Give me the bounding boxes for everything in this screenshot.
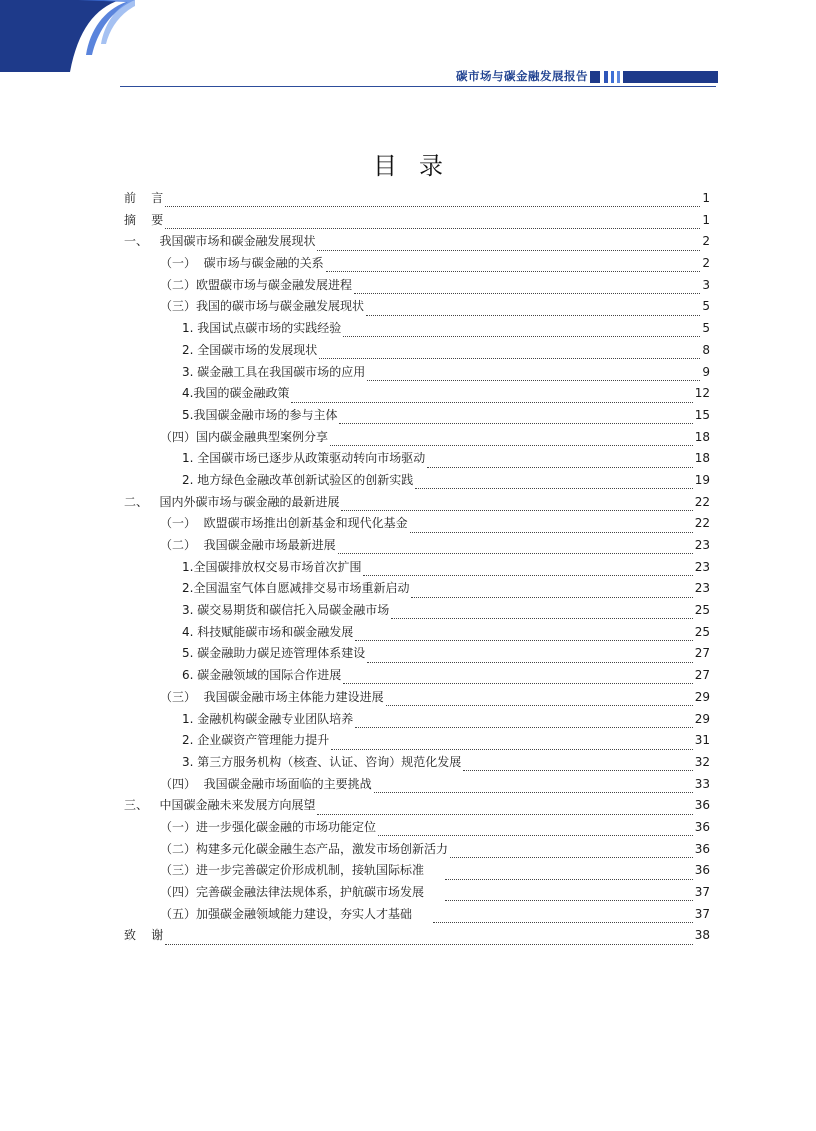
toc-entry[interactable] — [124, 405, 710, 427]
toc-entry-label: （四）完善碳金融法律法规体系，护航碳市场发展 — [160, 885, 444, 899]
toc-dot-leader — [165, 216, 700, 229]
toc-entry-page: 19 — [694, 472, 710, 487]
toc-entry-page: 36 — [694, 819, 710, 834]
toc-entry[interactable] — [124, 231, 710, 253]
toc-entry-label: （三）我国的碳市场与碳金融发展现状 — [160, 299, 365, 314]
toc-entry[interactable] — [124, 839, 710, 861]
toc-entry-page: 23 — [694, 538, 710, 552]
toc-entry[interactable] — [124, 427, 710, 449]
toc-entry[interactable] — [124, 817, 710, 839]
toc-dot-leader — [326, 259, 701, 272]
toc-entry[interactable] — [124, 904, 710, 926]
toc-entry-label: （一） 欧盟碳市场推出创新基金和现代化基金 — [160, 516, 408, 531]
toc-entry-label: 3. 第三方服务机构（核查、认证、咨询）规范化发展 — [182, 754, 462, 769]
toc-entry-label: 2. 全国碳市场的发展现状 — [182, 342, 318, 357]
toc-entry[interactable] — [124, 709, 710, 731]
header-stripe-decoration — [590, 71, 718, 83]
toc-dot-leader — [341, 498, 692, 511]
toc-entry[interactable] — [124, 448, 710, 470]
toc-dot-leader — [338, 541, 693, 554]
page-title: 目录 — [373, 152, 465, 180]
toc-entry-page: 32 — [694, 754, 710, 769]
toc-entry[interactable] — [124, 774, 710, 796]
toc-entry[interactable] — [124, 882, 710, 904]
toc-entry[interactable] — [124, 600, 710, 622]
toc-entry-label: 二、 国内外碳市场与碳金融的最新进展 — [124, 494, 340, 509]
header-divider — [120, 86, 716, 87]
toc-dot-leader — [343, 671, 692, 684]
toc-entry-label: 三、 中国碳金融未来发展方向展望 — [124, 798, 316, 813]
toc-entry[interactable] — [124, 925, 710, 947]
toc-entry[interactable] — [124, 860, 710, 882]
toc-entry[interactable] — [124, 557, 710, 579]
toc-entry[interactable] — [124, 622, 710, 644]
toc-dot-leader — [433, 910, 693, 923]
toc-entry-page: 29 — [694, 689, 710, 704]
toc-entry-label: 前 言 — [124, 191, 164, 205]
toc-entry-page: 1 — [702, 212, 710, 227]
toc-entry-page: 1 — [702, 191, 710, 205]
toc-entry-label: 一、 我国碳市场和碳金融发展现状 — [124, 234, 316, 249]
toc-entry-label: 1.全国碳排放权交易市场首次扩围 — [182, 559, 362, 574]
toc-entry[interactable] — [124, 383, 710, 405]
toc-entry-label: 4.我国的碳金融政策 — [182, 386, 290, 401]
toc-entry-page: 36 — [694, 798, 710, 813]
toc-entry[interactable] — [124, 210, 710, 232]
toc-entry-page: 3 — [702, 277, 710, 292]
toc-entry-page: 8 — [702, 342, 710, 357]
toc-entry-page: 37 — [694, 885, 710, 899]
toc-entry-page: 2 — [702, 234, 710, 249]
toc-dot-leader — [291, 390, 692, 403]
toc-entry-page: 12 — [694, 386, 710, 401]
toc-entry-label: 5. 碳金融助力碳足迹管理体系建设 — [182, 646, 366, 661]
toc-dot-leader — [331, 737, 692, 750]
toc-entry-label: （二）构建多元化碳金融生态产品，激发市场创新活力 — [160, 841, 449, 856]
toc-entry-page: 33 — [694, 776, 710, 791]
toc-entry[interactable] — [124, 752, 710, 774]
toc-entry-label: 3. 碳交易期货和碳信托入局碳金融市场 — [182, 603, 390, 618]
toc-entry-page: 29 — [694, 711, 710, 726]
toc-entry-label: 5.我国碳金融市场的参与主体 — [182, 407, 338, 422]
toc-entry-page: 9 — [702, 364, 710, 379]
toc-dot-leader — [330, 433, 693, 446]
toc-dot-leader — [355, 715, 692, 728]
toc-entry-label: （一）进一步强化碳金融的市场功能定位 — [160, 819, 377, 834]
toc-dot-leader — [319, 346, 700, 359]
toc-dot-leader — [463, 758, 692, 771]
toc-entry-page: 18 — [694, 451, 710, 466]
toc-entry-label: （五）加强碳金融领域能力建设，夯实人才基础 — [160, 906, 432, 921]
toc-entry-page: 25 — [694, 603, 710, 618]
toc-dot-leader — [386, 693, 693, 706]
toc-entry-page: 22 — [694, 516, 710, 531]
toc-entry-page: 31 — [694, 733, 710, 748]
toc-entry[interactable] — [124, 687, 710, 709]
toc-entry-label: 摘 要 — [124, 212, 164, 227]
toc-entry[interactable] — [124, 340, 710, 362]
toc-entry-page: 37 — [694, 906, 710, 921]
table-of-contents — [124, 188, 710, 947]
toc-entry[interactable] — [124, 665, 710, 687]
toc-dot-leader — [445, 867, 693, 880]
toc-dot-leader — [165, 194, 700, 207]
toc-entry[interactable] — [124, 643, 710, 665]
toc-entry-page: 23 — [694, 581, 710, 596]
toc-entry-label: （三） 我国碳金融市场主体能力建设进展 — [160, 689, 384, 704]
toc-entry[interactable] — [124, 318, 710, 340]
toc-entry-page: 27 — [694, 668, 710, 683]
toc-dot-leader — [317, 802, 692, 815]
toc-dot-leader — [415, 476, 692, 489]
toc-dot-leader — [366, 303, 700, 316]
toc-entry[interactable] — [124, 296, 710, 318]
toc-entry[interactable] — [124, 362, 710, 384]
toc-entry[interactable] — [124, 578, 710, 600]
toc-entry-page: 23 — [694, 559, 710, 574]
toc-entry[interactable] — [124, 513, 710, 535]
toc-entry[interactable] — [124, 535, 710, 557]
toc-dot-leader — [450, 845, 693, 858]
toc-dot-leader — [391, 606, 692, 619]
toc-entry-page: 15 — [694, 407, 710, 422]
toc-entry[interactable] — [124, 795, 710, 817]
toc-entry[interactable] — [124, 492, 710, 514]
toc-entry-label: 3. 碳金融工具在我国碳市场的应用 — [182, 364, 366, 379]
toc-entry-label: （四） 我国碳金融市场面临的主要挑战 — [160, 776, 372, 791]
toc-entry[interactable] — [124, 188, 710, 210]
toc-dot-leader — [367, 368, 700, 381]
toc-entry-page: 5 — [702, 299, 710, 314]
toc-dot-leader — [354, 281, 700, 294]
header-report-title: 碳市场与碳金融发展报告 — [456, 69, 588, 83]
toc-dot-leader — [411, 585, 692, 598]
toc-entry-label: 1. 全国碳市场已逐步从政策驱动转向市场驱动 — [182, 451, 426, 466]
toc-entry[interactable] — [124, 253, 710, 275]
toc-entry-label: （一） 碳市场与碳金融的关系 — [160, 256, 324, 271]
toc-entry-label: （四）国内碳金融典型案例分享 — [160, 429, 329, 444]
toc-entry-page: 18 — [694, 429, 710, 444]
toc-dot-leader — [374, 780, 693, 793]
toc-dot-leader — [367, 650, 692, 663]
toc-entry-label: 1. 金融机构碳金融专业团队培养 — [182, 711, 354, 726]
toc-dot-leader — [427, 455, 692, 468]
toc-entry-label: （三）进一步完善碳定价形成机制，接轨国际标准 — [160, 863, 444, 878]
toc-dot-leader — [339, 411, 692, 424]
toc-entry-label: 4. 科技赋能碳市场和碳金融发展 — [182, 624, 354, 639]
toc-entry-page: 22 — [694, 494, 710, 509]
toc-entry-page: 36 — [694, 841, 710, 856]
toc-dot-leader — [317, 238, 700, 251]
toc-entry-page: 27 — [694, 646, 710, 661]
toc-dot-leader — [378, 823, 693, 836]
toc-entry-label: 6. 碳金融领域的国际合作进展 — [182, 668, 342, 683]
toc-entry-page: 25 — [694, 624, 710, 639]
toc-entry-label: 2. 地方绿色金融改革创新试验区的创新实践 — [182, 472, 414, 487]
toc-entry-page: 2 — [702, 256, 710, 271]
toc-entry[interactable] — [124, 470, 710, 492]
corner-decoration — [0, 0, 135, 72]
toc-entry[interactable] — [124, 730, 710, 752]
toc-entry-label: （二）欧盟碳市场与碳金融发展进程 — [160, 277, 353, 292]
toc-dot-leader — [343, 324, 700, 337]
toc-entry[interactable] — [124, 275, 710, 297]
toc-dot-leader — [445, 888, 693, 901]
toc-entry-label: 2. 企业碳资产管理能力提升 — [182, 733, 330, 748]
toc-entry-label: 1. 我国试点碳市场的实践经验 — [182, 321, 342, 336]
toc-entry-label: 致 谢 — [124, 928, 164, 943]
toc-entry-label: （二） 我国碳金融市场最新进展 — [160, 538, 336, 552]
toc-dot-leader — [355, 628, 692, 641]
toc-entry-label: 2.全国温室气体自愿减排交易市场重新启动 — [182, 581, 410, 596]
toc-entry-page: 38 — [694, 928, 710, 943]
toc-entry-page: 5 — [702, 321, 710, 336]
toc-entry-page: 36 — [694, 863, 710, 878]
toc-dot-leader — [165, 932, 692, 945]
toc-dot-leader — [410, 520, 693, 533]
toc-dot-leader — [363, 563, 692, 576]
